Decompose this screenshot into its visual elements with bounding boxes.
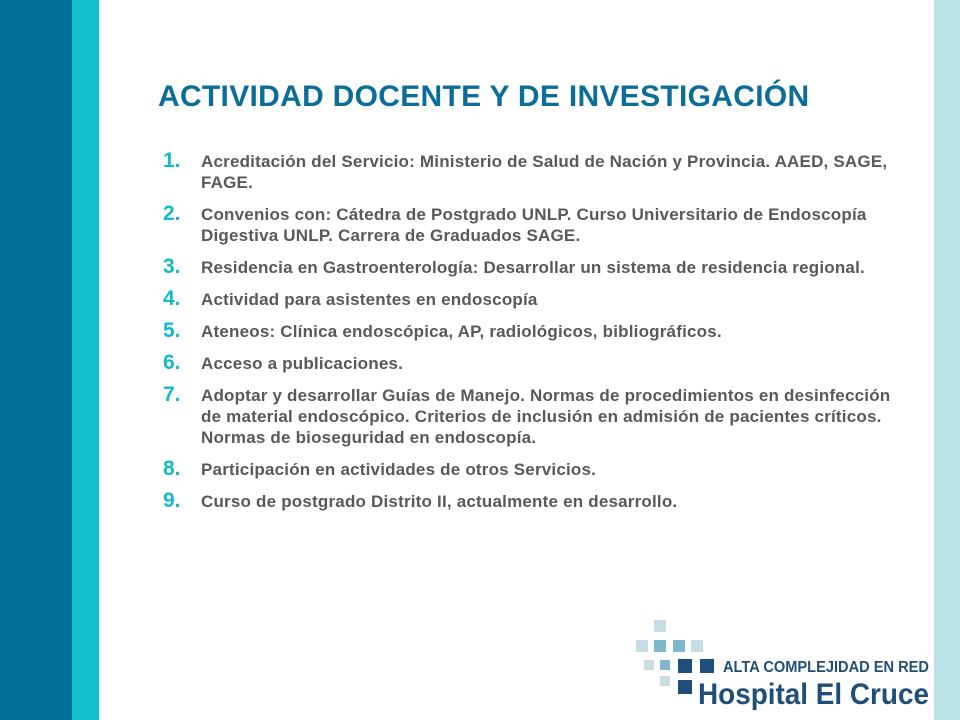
list-item [163,458,893,480]
item-text: Participación en actividades de otros Servicios. [201,460,597,479]
logo-name: Hospital El Cruce [698,678,929,711]
item-number: 3. [163,255,181,278]
list-item [163,288,893,310]
list-item [163,203,893,246]
hospital-el-cruce-logo [636,618,932,718]
item-text: Curso de postgrado Distrito II, actualmente en desarrollo. [201,492,678,511]
left-band-teal [72,0,99,720]
left-band-dark [0,0,72,720]
list-item [163,384,893,448]
item-text: Convenios con: Cátedra de Postgrado UNLP. Curso Universitario de Endoscopía Digestiva UNLP. Carrera de Graduados SAGE. [201,205,867,245]
item-text: Acceso a publicaciones. [201,354,404,373]
list-item [163,352,893,374]
list-item [163,256,893,278]
list-item [163,490,893,512]
slide-title: ACTIVIDAD DOCENTE Y DE INVESTIGACIÓN [158,80,810,113]
item-text: Residencia en Gastroenterología: Desarrollar un sistema de residencia regional. [201,258,865,277]
item-text: Ateneos: Clínica endoscópica, AP, radiológicos, bibliográficos. [201,322,722,341]
item-text: Actividad para asistentes en endoscopía [201,290,538,309]
item-number: 9. [163,489,181,512]
item-number: 7. [163,383,181,406]
item-number: 6. [163,351,181,374]
item-number: 1. [163,149,181,172]
activity-list [163,150,893,522]
item-text: Adoptar y desarrollar Guías de Manejo. Normas de procedimientos en desinfección de material endoscópico. Criterios de inclusión en admisión de pacientes críticos. Normas de bioseguridad en endoscopía. [201,386,891,447]
item-number: 4. [163,287,181,310]
logo-tagline: ALTA COMPLEJIDAD EN RED [723,659,929,676]
list-item [163,320,893,342]
item-number: 8. [163,457,181,480]
item-text: Acreditación del Servicio: Ministerio de Salud de Nación y Provincia. AAED, SAGE, FAGE. [201,152,888,192]
right-band-light [934,0,960,720]
list-item [163,150,893,193]
item-number: 2. [163,202,181,225]
item-number: 5. [163,319,181,342]
